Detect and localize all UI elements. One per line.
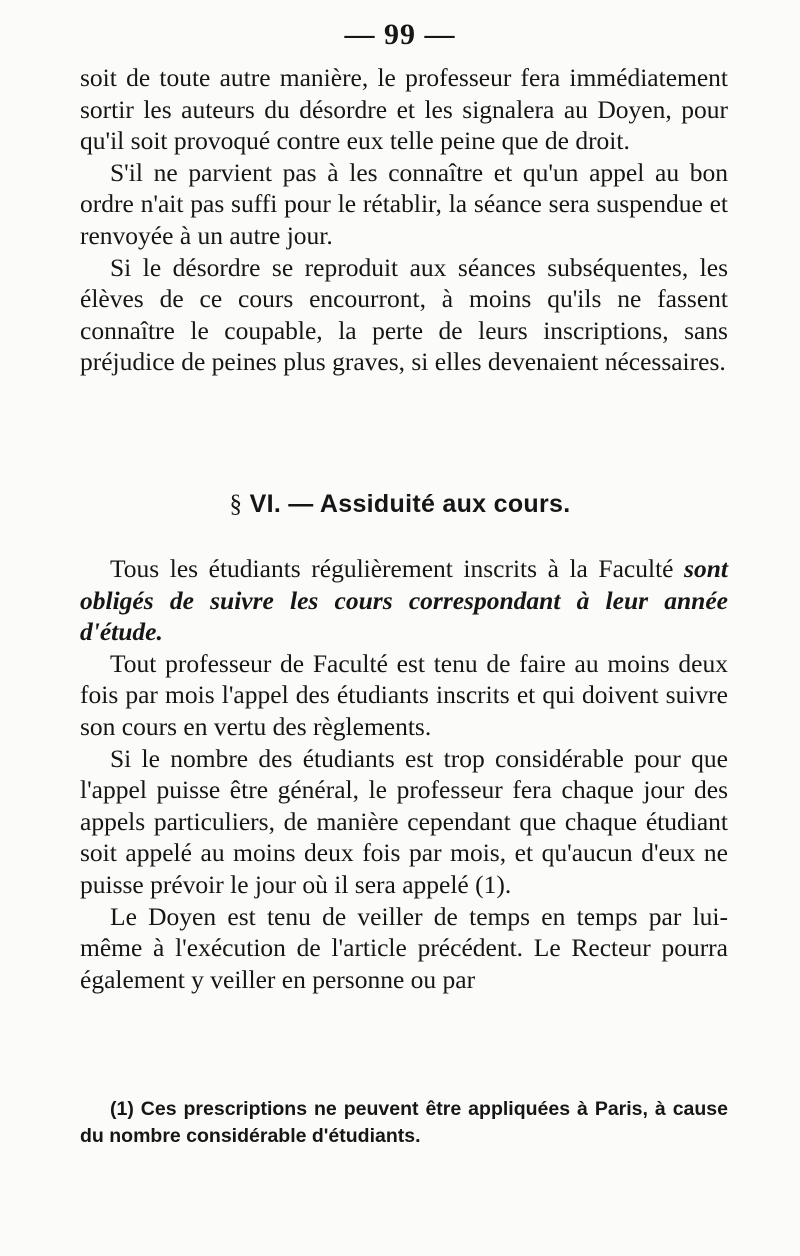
paragraph: Le Doyen est tenu de veiller de temps en temps par lui-même à l'exécution de l'article précédent. Le Recteur pourra également y veiller en personne ou par (80, 901, 728, 994)
italic-phrase: sont obligés de suivre les cours correspondant à leur année d'étude. (80, 554, 728, 647)
paragraph: Si le nombre des étudiants est trop considérable pour que l'appel puisse être général, le professeur fera chaque jour des appels particuliers, de manière cependant que chaque étudiant soit appelé au moins deux fois par mois, et qu'aucun d'eux ne puisse prévoir le jour où il sera appelé (1). (80, 743, 728, 899)
paragraph-text: Tous les étudiants régulièrement inscrits à la Faculté (110, 554, 685, 583)
section-heading (0, 490, 800, 519)
text-block-bottom (80, 553, 728, 995)
footnote (80, 1096, 728, 1150)
paragraph: soit de toute autre manière, le professeur fera immédiatement sortir les auteurs du désordre et les signalera au Doyen, pour qu'il soit provoqué contre eux telle peine que de droit. (80, 63, 728, 156)
text-block-top (80, 62, 728, 378)
footnote-text: (1) Ces prescriptions ne peuvent être appliquées à Paris, à cause du nombre considérable d'étudiants. (80, 1098, 728, 1147)
section-symbol: § (229, 491, 243, 518)
section-title: VI. — Assiduité aux cours. (249, 490, 571, 518)
paragraph: S'il ne parvient pas à les connaître et qu'un appel au bon ordre n'ait pas suffi pour le rétablir, la séance sera suspendue et renvoyée à un autre jour. (80, 157, 728, 250)
paragraph: Si le désordre se reproduit aux séances subséquentes, les élèves de ce cours encourront, à moins qu'ils ne fassent connaître le coupable, la perte de leurs inscriptions, sans préjudice de peines plus graves, si elles devenaient nécessaires. (80, 252, 728, 377)
page-number: — 99 — (344, 18, 456, 51)
paragraph (80, 553, 728, 648)
paragraph: Tout professeur de Faculté est tenu de faire au moins deux fois par mois l'appel des étudiants inscrits et qui doivent suivre son cours en vertu des règlements. (80, 648, 728, 741)
